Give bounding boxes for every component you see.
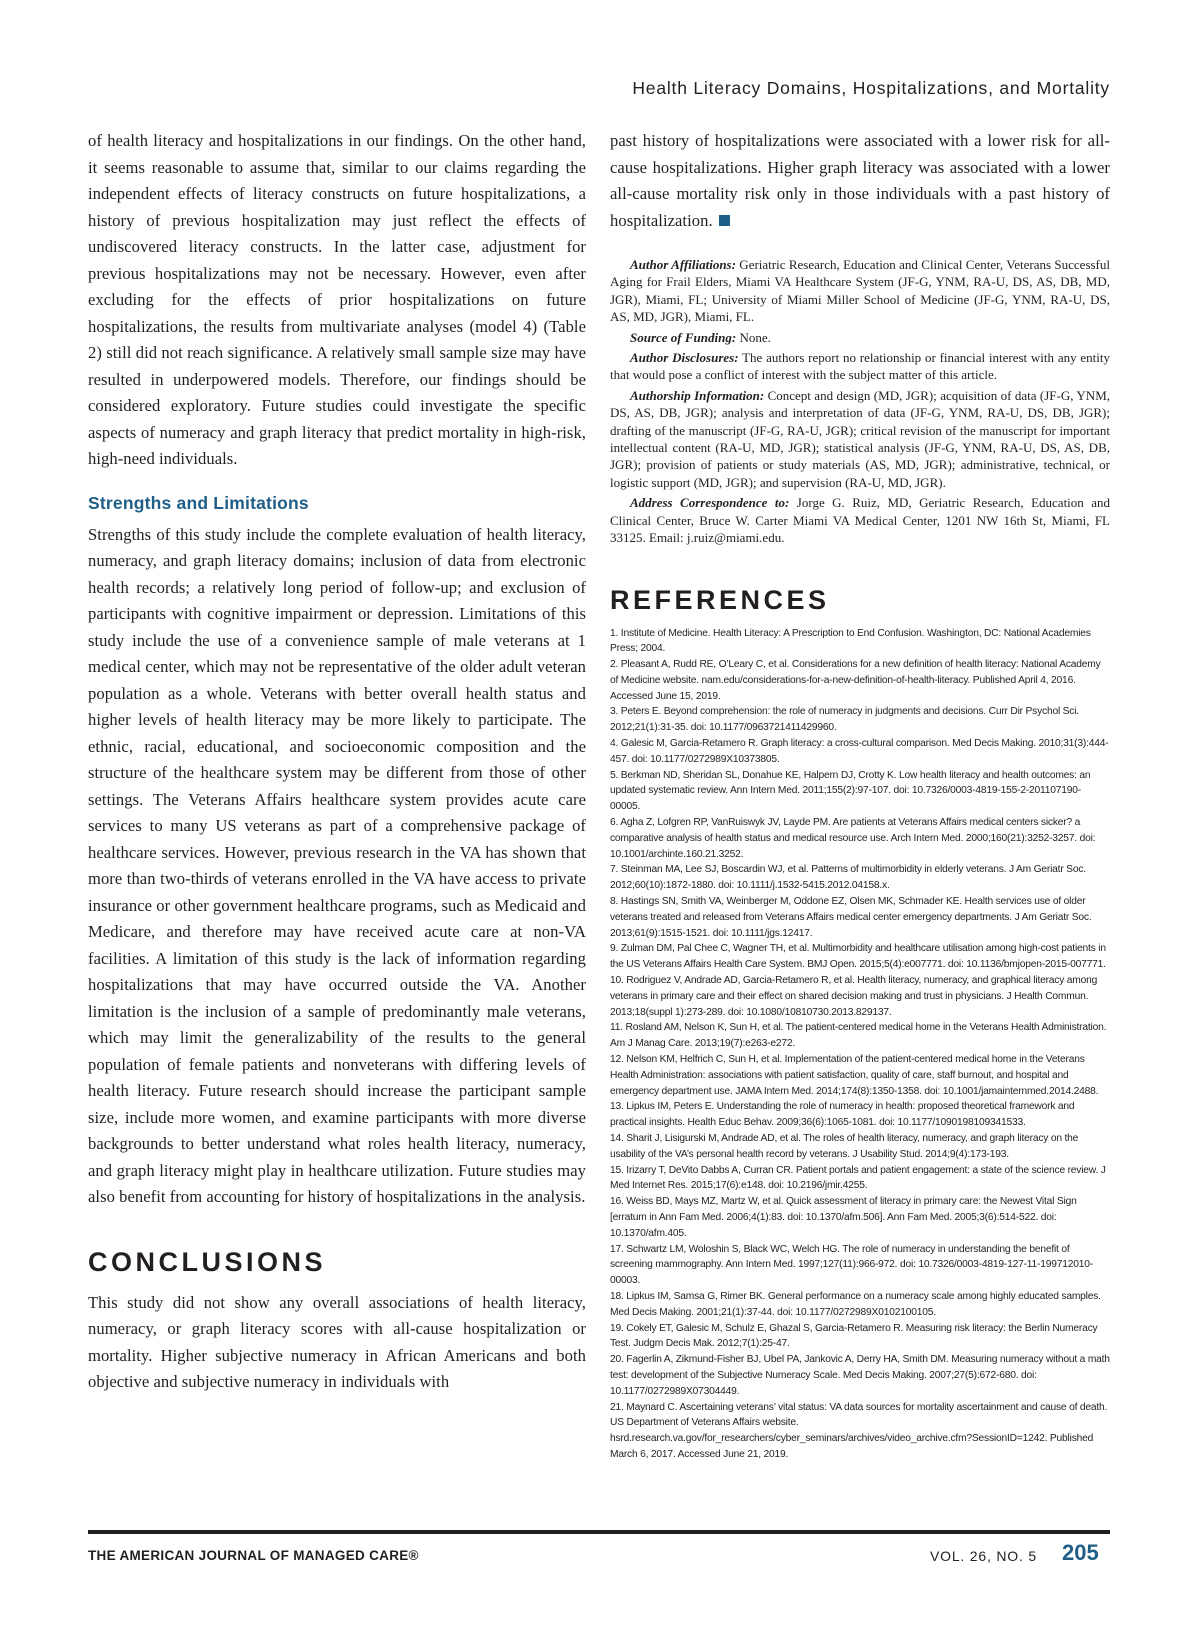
running-head: Health Literacy Domains, Hospitalizations, and Mortality	[632, 78, 1110, 98]
reference-item: 16. Weiss BD, Mays MZ, Martz W, et al. Quick assessment of literacy in primary care: the Newest Vital Sign [erratum in Ann Fam Med. 2006;4(1):83. doi: 10.1370/afm.506]. Ann Fam Med. 2005;3(6):514-522. doi: 10.1370/afm.405.	[610, 1196, 1077, 1239]
affiliations	[610, 256, 1110, 326]
journal-name: THE AMERICAN JOURNAL OF MANAGED CARE®	[88, 1548, 419, 1563]
affiliations-label: Author Affiliations:	[630, 257, 736, 272]
volume-issue: VOL. 26, NO. 5	[930, 1548, 1037, 1564]
reference-item: 12. Nelson KM, Helfrich C, Sun H, et al. Implementation of the patient-centered medical home in the Veterans Health Administration: associations with patient satisfaction, quality of care, staff burnout, and hospital and emergency department use. JAMA Intern Med. 2014;174(8):1350-1358. doi: 10.1001/jamainternmed.2014.2488.	[610, 1054, 1099, 1097]
references-heading: REFERENCES	[610, 584, 830, 615]
reference-item: 2. Pleasant A, Rudd RE, O’Leary C, et al. Considerations for a new definition of health literacy: National Academy of Medicine website. nam.edu/considerations-for-a-new-definition-of-health-literacy. Published April 4, 2016. Accessed June 15, 2019.	[610, 659, 1101, 702]
body-text-span: past history of hospitalizations were associated with a lower risk for all-cause hospitalizations. Higher graph literacy was associated with a lower all-cause mortality risk only in those individuals with a past history of hospitalization.	[610, 131, 1110, 230]
authorship-label: Authorship Information:	[630, 387, 765, 403]
left-column	[88, 128, 586, 1396]
body-paragraph: Strengths of this study include the complete evaluation of health literacy, numeracy, and graph literacy domains; inclusion of data from electronic health records; a relatively long period of follow-up; and exclusion of participants with cognitive impairment or depression. Limitations of this study include the use of a convenience sample of male veterans at 1 medical center, which may not be representative of the older adult veteran population as a whole. Veterans with better overall health status and higher levels of health literacy may be more likely to participate. The ethnic, racial, educational, and socioeconomic composition and the structure of the healthcare system may be different from those of other settings. The Veterans Affairs healthcare system provides acute care services to many US veterans as part of a comprehensive package of healthcare services. However, previous research in the VA has shown that more than two-thirds of veterans enrolled in the VA have access to private insurance or other government healthcare programs, such as Medicaid and Medicare, and therefore may have received acute care at non-VA facilities. A limitation of this study is the lack of information regarding hospitalizations that may have occurred outside the VA. Another limitation is the inclusion of a sample of predominantly male veterans, which may limit the generalizability of the results to the general population of female patients and nonveterans with differing levels of health literacy. Future research should increase the participant sample size, include more women, and examine participants with more diverse backgrounds to better understand what roles health literacy, numeracy, and graph literacy might play in healthcare utilization. Future studies may also benefit from accounting for history of hospitalizations in the analysis.	[88, 524, 586, 1206]
reference-item: 7. Steinman MA, Lee SJ, Boscardin WJ, et al. Patterns of multimorbidity in elderly veterans. J Am Geriatr Soc. 2012;60(10):1872-1880. doi: 10.1111/j.1532-5415.2012.04158.x.	[610, 864, 1086, 892]
reference-item: 19. Cokely ET, Galesic M, Schulz E, Ghazal S, Garcia-Retamero R. Measuring risk literacy: the Berlin Numeracy Test. Judgm Decis Mak. 2012;7(1):25-47.	[610, 1322, 1098, 1350]
body-paragraph: This study did not show any overall associations of health literacy, numeracy, or graph literacy scores with all-cause hospitalization or mortality. Higher subjective numeracy in African Americans and both objective and subjective numeracy in individuals with	[88, 1292, 586, 1391]
reference-item: 20. Fagerlin A, Zikmund-Fisher BJ, Ubel PA, Jankovic A, Derry HA, Smith DM. Measuring numeracy without a math test: development of the Subjective Numeracy Scale. Med Decis Making. 2007;27(5):672-680. doi: 10.1177/0272989X07304449.	[610, 1354, 1110, 1397]
reference-item: 6. Agha Z, Lofgren RP, VanRuiswyk JV, Layde PM. Are patients at Veterans Affairs medical centers sicker? a comparative analysis of health status and medical resource use. Arch Intern Med. 2000;160(21):3252-3257. doi: 10.1001/archinte.160.21.3252.	[610, 817, 1096, 860]
reference-item: 5. Berkman ND, Sheridan SL, Donahue KE, Halpern DJ, Crotty K. Low health literacy and health outcomes: an updated systematic review. Ann Intern Med. 2011;155(2):97-107. doi: 10.7326/0003-4819-155-2-201107190-00005.	[610, 769, 1091, 813]
funding-text: None.	[736, 329, 771, 345]
authorship	[610, 387, 1110, 491]
reference-item: 1. Institute of Medicine. Health Literacy: A Prescription to End Confusion. Washington, DC: National Academies Press; 2004.	[610, 627, 1091, 655]
reference-item: 18. Lipkus IM, Samsa G, Rimer BK. General performance on a numeracy scale among highly educated samples. Med Decis Making. 2001;21(1):37-44. doi: 10.1177/0272989X0102100105.	[610, 1290, 1101, 1318]
end-of-article-mark	[719, 215, 730, 226]
right-column	[610, 128, 1110, 1463]
footer-rule	[88, 1530, 1110, 1534]
reference-item: 3. Peters E. Beyond comprehension: the role of numeracy in judgments and decisions. Curr Dir Psychol Sci. 2012;21(1):31-35. doi: 10.1177/0963721411429960.	[610, 706, 1079, 734]
body-paragraph	[610, 128, 1110, 234]
references-list	[610, 626, 1110, 1463]
disclosures-text: The authors report no relationship or financial interest with any entity that would pose a conflict of interest with the subject matter of this article.	[610, 350, 1111, 383]
reference-item: 9. Zulman DM, Pal Chee C, Wagner TH, et al. Multimorbidity and healthcare utilisation among high-cost patients in the US Veterans Affairs Health Care System. BMJ Open. 2015;5(4):e007771. doi: 10.1136/bmjopen-2015-007771.	[610, 943, 1106, 971]
disclosures	[610, 349, 1110, 384]
funding	[610, 329, 1110, 346]
reference-item: 8. Hastings SN, Smith VA, Weinberger M, Oddone EZ, Olsen MK, Schmader KE. Health services use of older veterans treated and released from Veterans Affairs medical center emergency departments. J Am Geriatr Soc. 2013;61(9):1515-1521. doi: 10.1111/jgs.12417.	[610, 896, 1092, 939]
reference-item: 13. Lipkus IM, Peters E. Understanding the role of numeracy in health: proposed theoretical framework and practical insights. Health Educ Behav. 2009;36(6):1065-1081. doi: 10.1177/1090198109341533.	[610, 1101, 1075, 1129]
reference-item: 10. Rodriguez V, Andrade AD, Garcia-Retamero R, et al. Health literacy, numeracy, and graphical literacy among veterans in primary care and their effect on shared decision making and trust in physicians. J Health Commun. 2013;18(suppl 1):273-289. doi: 10.1080/10810730.2013.829137.	[610, 975, 1098, 1018]
body-paragraph: of health literacy and hospitalizations in our findings. On the other hand, it seems reasonable to assume that, similar to our claims regarding the independent effects of literacy constructs on future hospitalizations, a history of previous hospitalization may just reflect the effects of undiscovered literacy constructs. In the latter case, adjustment for previous hospitalizations may not be necessary. However, even after excluding for the effects of prior hospitalizations on future hospitalizations, the results from multivariate analyses (model 4) (Table 2) still did not reach significance. A relatively small sample size may have resulted in underpowered models. Therefore, our findings should be considered exploratory. Future studies could investigate the specific aspects of numeracy and graph literacy that predict mortality in high-risk, high-need individuals.	[88, 131, 586, 468]
conclusions-heading: CONCLUSIONS	[88, 1246, 327, 1277]
reference-item: 21. Maynard C. Ascertaining veterans’ vital status: VA data sources for mortality ascertainment and cause of death. US Department of Veterans Affairs website. hsrd.research.va.gov/for_researchers/cyber_seminars/archives/video_archive.cfm?SessionID=1242. Published March 6, 2017. Accessed June 21, 2019.	[610, 1401, 1108, 1460]
correspondence	[610, 494, 1110, 546]
disclosures-label: Author Disclosures:	[630, 350, 739, 366]
author-info	[610, 256, 1110, 547]
address-text: Jorge G. Ruiz, MD, Geriatric Research, Education and Clinical Center, Bruce W. Carter Miami VA Medical Center, 1201 NW 16th St, Miami, FL 33125. Email: j.ruiz@miami.edu.	[610, 495, 1110, 546]
reference-item: 15. Irizarry T, DeVito Dabbs A, Curran CR. Patient portals and patient engagement: a state of the science review. J Med Internet Res. 2015;17(6):e148. doi: 10.2196/jmir.4255.	[610, 1164, 1106, 1192]
funding-label: Source of Funding:	[630, 329, 737, 345]
address-label: Address Correspondence to:	[630, 495, 790, 511]
reference-item: 11. Rosland AM, Nelson K, Sun H, et al. The patient-centered medical home in the Veterans Health Administration. Am J Manag Care. 2013;19(7):e263-e272.	[610, 1022, 1107, 1050]
affiliations-text: Geriatric Research, Education and Clinical Center, Veterans Successful Aging for Frail Elders, Miami VA Healthcare System (JF-G, YNM, RA-U, DS, AS, DB, MD, JGR), Miami, FL; University of Miami Miller School of Medicine (JF-G, YNM, RA-U, DS, AS, MD, JGR), Miami, FL.	[610, 257, 1111, 325]
page-number: 205	[1062, 1540, 1099, 1565]
reference-item: 4. Galesic M, Garcia-Retamero R. Graph literacy: a cross-cultural comparison. Med Decis Making. 2010;31(3):444-457. doi: 10.1177/0272989X10373805.	[610, 738, 1109, 765]
reference-item: 14. Sharit J, Lisigurski M, Andrade AD, et al. The roles of health literacy, numeracy, and graph literacy on the usability of the VA’s personal health record by veterans. J Usability Stud. 2014;9(4):173-193.	[610, 1133, 1079, 1160]
reference-item: 17. Schwartz LM, Woloshin S, Black WC, Welch HG. The role of numeracy in understanding the benefit of screening mammography. Ann Intern Med. 1997;127(11):966-972. doi: 10.7326/0003-4819-127-11-199712010-00003.	[610, 1243, 1093, 1287]
authorship-text: Concept and design (MD, JGR); acquisition of data (JF-G, YNM, DS, AS, DB, JGR); analysis and interpretation of data (JF-G, YNM, RA-U, DS, DB, JGR); drafting of the manuscript (JF-G, RA-U, JGR); critical revision of the manuscript for important intellectual content (RA-U, MD, JGR); statistical analysis (JF-G, YNM, RA-U, DS, AS, DB, JGR); provision of patients or study materials (AS, MD, JGR); administrative, technical, or logistic support (MD, JGR); and supervision (RA-U, MD, JGR).	[610, 387, 1110, 490]
strengths-heading: Strengths and Limitations	[88, 492, 309, 513]
